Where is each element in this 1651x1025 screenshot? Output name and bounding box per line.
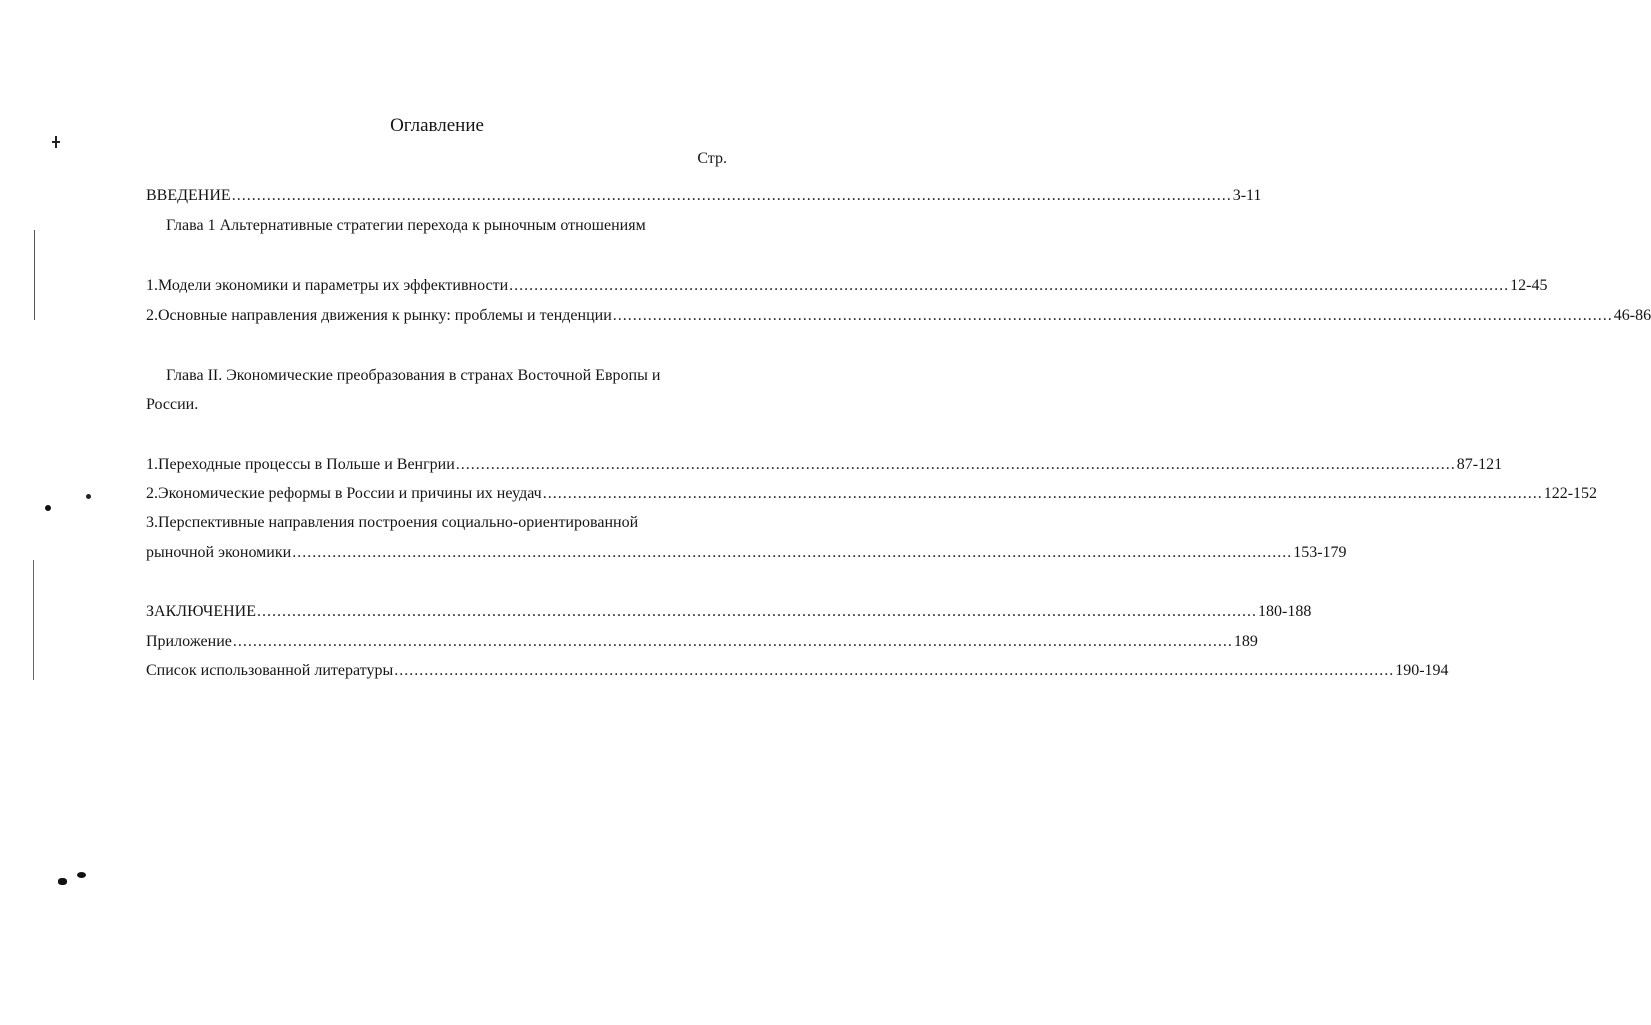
leader-dots: ........................................................................................................................................................................................................	[612, 307, 1613, 324]
toc-entry	[146, 544, 1347, 562]
leader-dots: ........................................................................................................................................................................................................	[394, 662, 1395, 679]
entry-title: Приложение	[146, 633, 232, 650]
toc-entry-bibliography	[146, 662, 1449, 680]
entry-pages: 12-45	[1510, 277, 1548, 294]
entry-pages: 87-121	[1456, 456, 1503, 473]
entry-pages: 3-11	[1232, 187, 1262, 204]
scan-dot	[86, 494, 91, 499]
entry-title: ЗАКЛЮЧЕНИЕ	[146, 603, 256, 620]
entry-title: 2.Основные направления движения к рынку: проблемы и тенденции	[146, 307, 612, 324]
entry-pages: 189	[1233, 633, 1258, 650]
entry-title: рыночной экономики	[146, 544, 292, 561]
chapter-2-title: Глава II. Экономические преобразования в странах Восточной Европы и	[166, 367, 661, 384]
toc-entry-appendix	[146, 633, 1258, 651]
leader-dots: ........................................................................................................................................................................................................	[542, 485, 1543, 502]
entry-title: ВВЕДЕНИЕ	[146, 187, 231, 204]
entry-pages: 153-179	[1293, 544, 1347, 561]
entry-title: 1.Переходные процессы в Польше и Венгрии	[146, 456, 455, 473]
entry-pages: 46-86	[1613, 307, 1651, 324]
leader-dots: ........................................................................................................................................................................................................	[509, 277, 1510, 294]
entry-pages: 190-194	[1395, 662, 1449, 679]
scan-dot	[45, 505, 51, 511]
scan-margin-line	[34, 230, 35, 320]
chapter-2-title-continued: России.	[146, 396, 199, 413]
leader-dots: ........................................................................................................................................................................................................	[256, 603, 1257, 620]
leader-dots: ........................................................................................................................................................................................................	[292, 544, 1293, 561]
chapter-1-title: Глава 1 Альтернативные стратегии перехода к рыночным отношениям	[166, 217, 646, 234]
leader-dots: ........................................................................................................................................................................................................	[231, 187, 1232, 204]
scan-smudge	[77, 872, 86, 878]
entry-title: Список использованной литературы	[146, 662, 394, 679]
toc-entry-title-line: 3.Перспективные направления построения социально-ориентированной	[146, 514, 639, 531]
leader-dots: ........................................................................................................................................................................................................	[232, 633, 1233, 650]
toc-entry	[146, 456, 1503, 474]
toc-entry	[146, 307, 1651, 325]
scan-smudge	[58, 878, 67, 885]
scan-mark	[55, 136, 57, 148]
toc-entry	[146, 485, 1598, 503]
toc-entry-introduction	[146, 187, 1262, 205]
entry-pages: 180-188	[1257, 603, 1312, 620]
entry-title: 1.Модели экономики и параметры их эффективности	[146, 277, 509, 294]
page-title: Оглавление	[390, 115, 484, 136]
scan-margin-line	[33, 560, 34, 680]
page-column-label: Стр.	[697, 150, 727, 167]
entry-pages: 122-152	[1543, 485, 1598, 502]
leader-dots: ........................................................................................................................................................................................................	[455, 456, 1456, 473]
toc-entry-conclusion	[146, 603, 1312, 621]
toc-entry	[146, 277, 1548, 295]
entry-title: 2.Экономические реформы в России и причины их неудач	[146, 485, 542, 502]
